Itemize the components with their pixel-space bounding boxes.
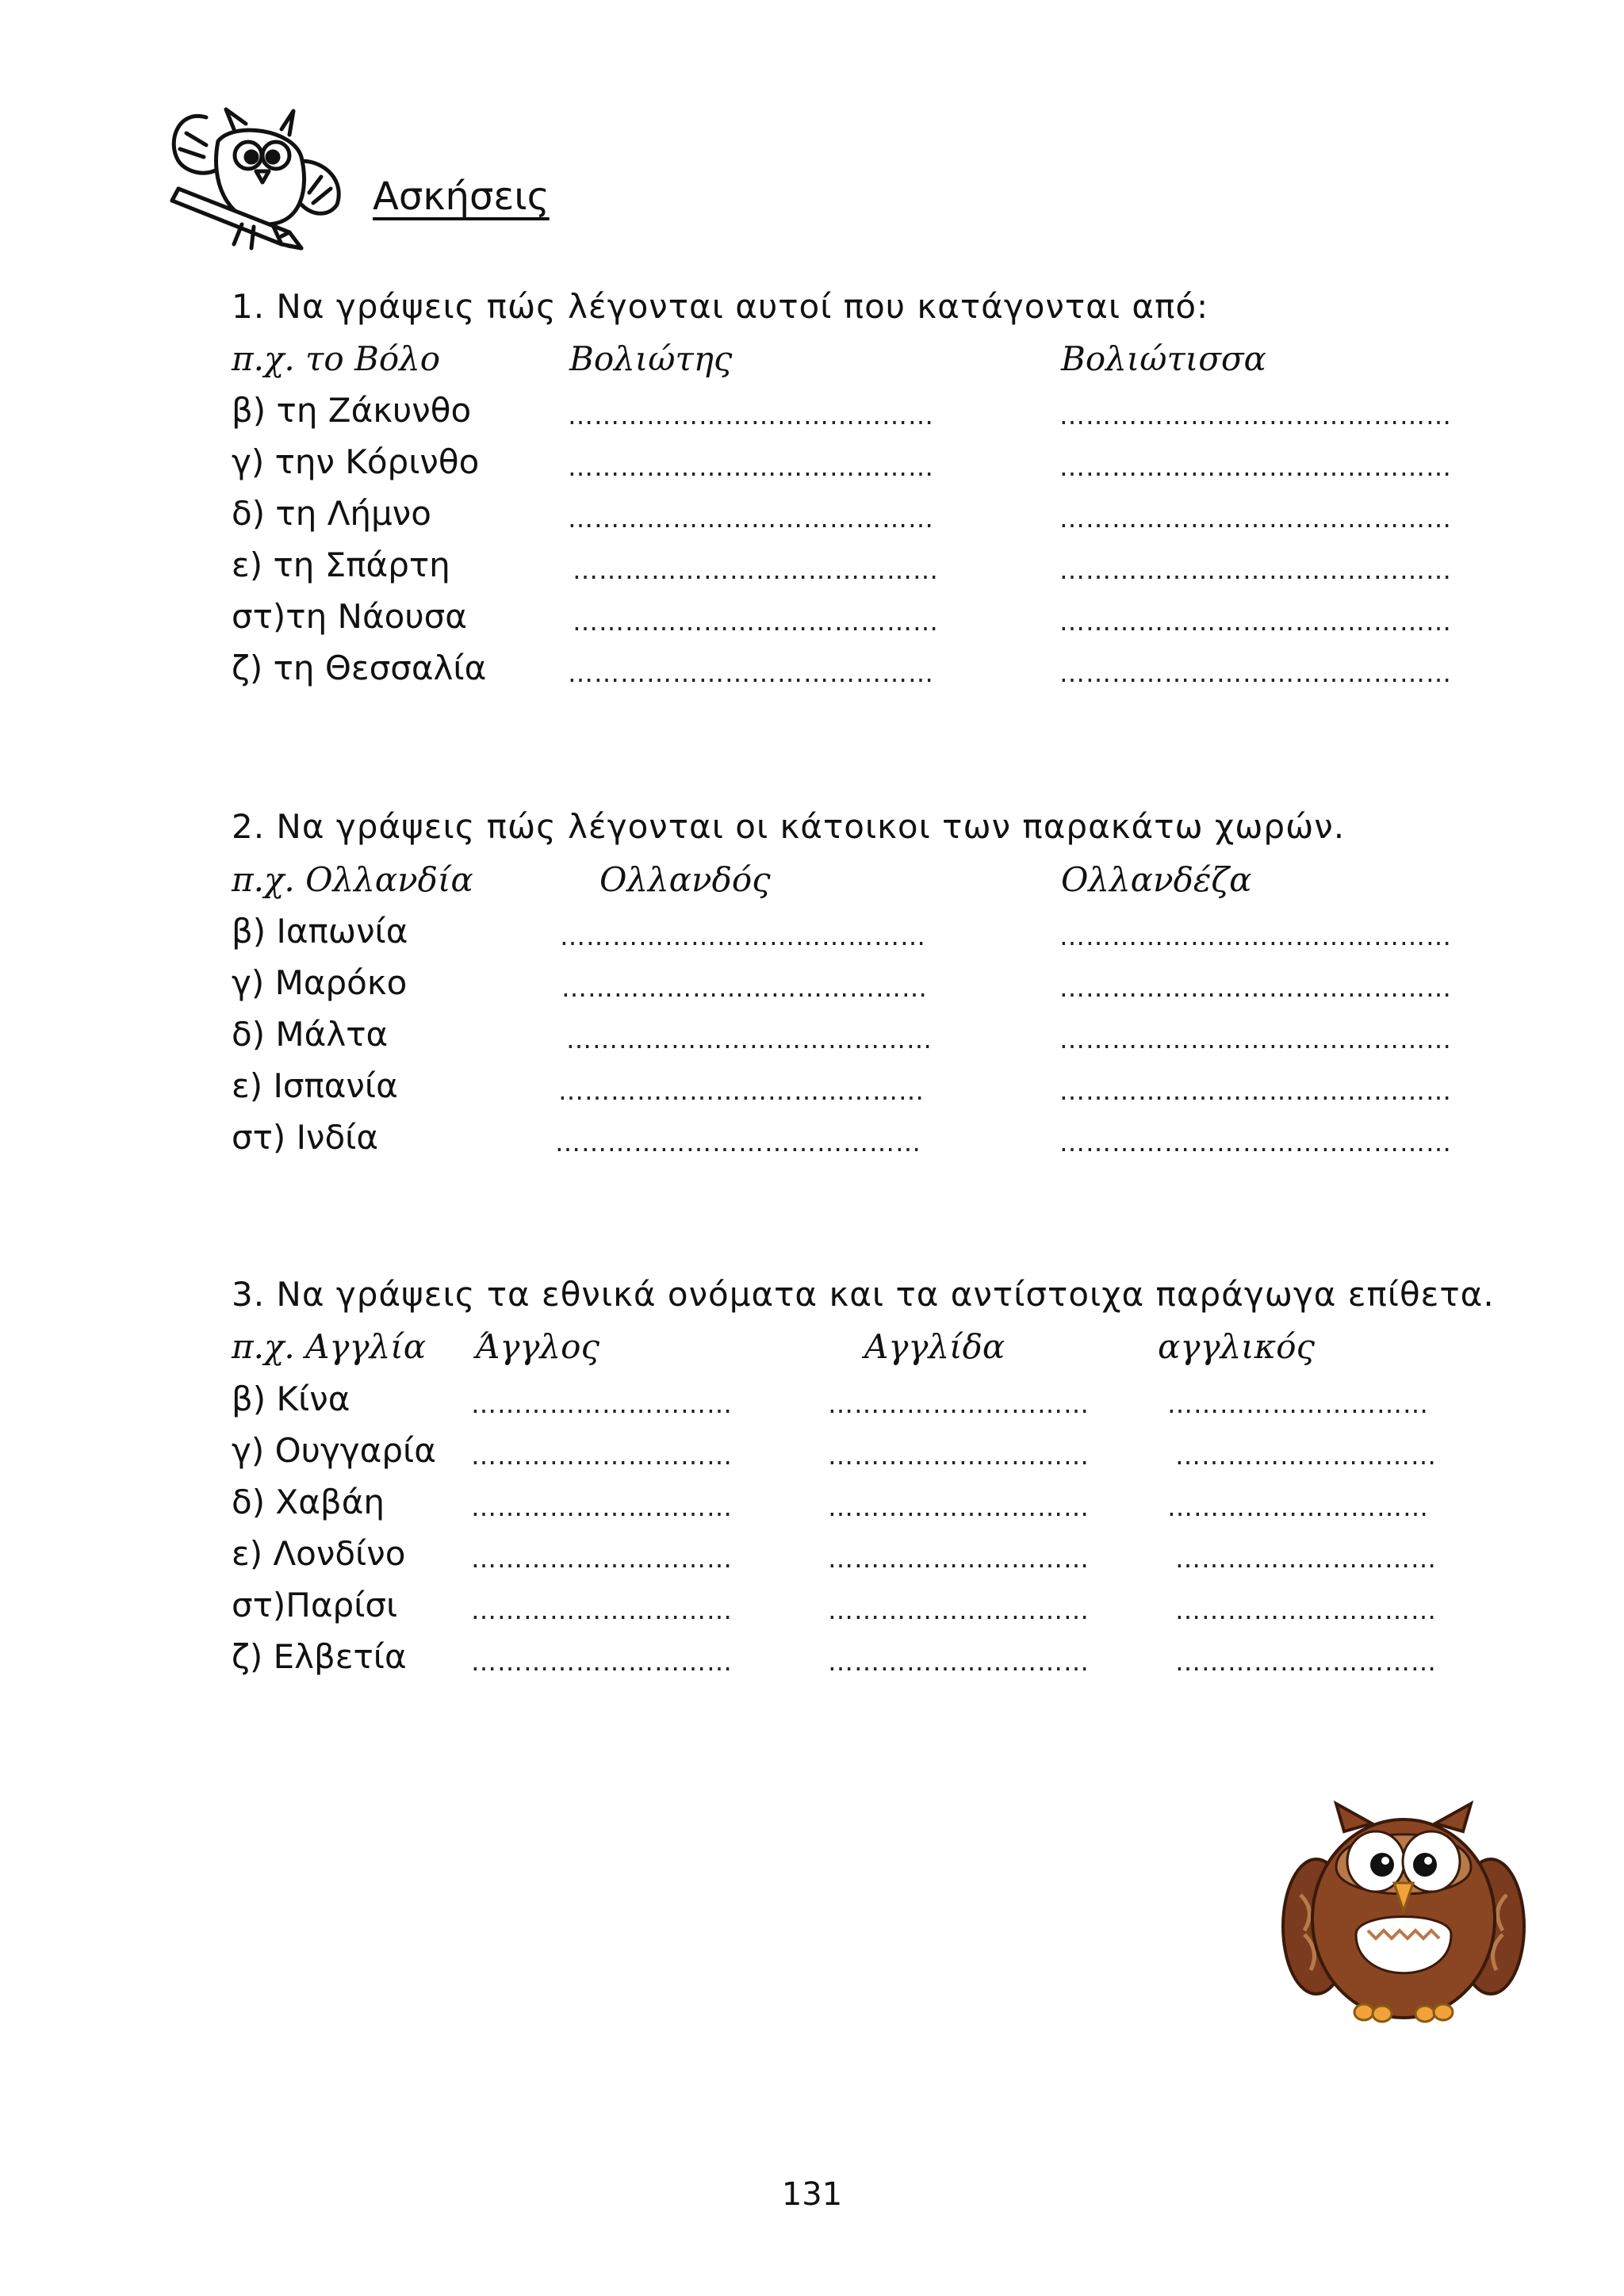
exercise-1-blank-male: …………………………………… [573,607,939,637]
page-number: 131 [781,2176,843,2213]
exercise-1-item: στ)τη Νάουσα [232,597,467,636]
exercise-2-blank-female: ……………………………………… [1059,1076,1452,1106]
exercise-3-blank-female: ………………………… [828,1647,1090,1677]
exercise-3-blank-female: ………………………… [828,1595,1090,1625]
exercise-3-blank-female: ………………………… [828,1441,1090,1471]
exercise-1-example-male: Βολιώτης [569,339,733,378]
exercise-3-example-label: π.χ. Αγγλία [232,1327,427,1366]
exercise-1-item: β) τη Ζάκυνθο [232,391,472,430]
exercise-1-item: γ) την Κόρινθο [232,442,480,481]
exercise-1-heading: 1. Να γράψεις πώς λέγονται αυτοί που κατάγονται από: [232,287,1209,326]
exercise-1-blank-male: …………………………………… [568,400,934,430]
exercise-1-item: ε) τη Σπάρτη [232,545,450,584]
exercise-1-blank-female: ……………………………………… [1059,607,1452,637]
exercise-1-blank-female: ……………………………………… [1059,555,1452,585]
exercise-2-item: ε) Ισπανία [232,1066,398,1105]
exercise-1-blank-male: …………………………………… [568,658,934,688]
exercise-2-heading: 2. Να γράψεις πώς λέγονται οι κάτοικοι των παρακάτω χωρών. [232,807,1346,846]
exercise-1-item: δ) τη Λήμνο [232,494,431,533]
exercise-2-item: δ) Μάλτα [232,1015,389,1054]
exercise-2-blank-female: ……………………………………… [1059,1024,1452,1054]
exercise-3-blank-male: ………………………… [471,1441,733,1471]
exercise-3-heading: 3. Να γράψεις τα εθνικά ονόματα και τα αντίστοιχα παράγωγα επίθετα. [232,1275,1495,1314]
exercise-3-blank-male: ………………………… [471,1492,733,1522]
exercise-3-blank-male: ………………………… [471,1647,733,1677]
exercise-3-blank-adjective: ………………………… [1175,1441,1437,1471]
exercise-3-blank-adjective: ………………………… [1167,1389,1429,1419]
exercise-3-blank-adjective: ………………………… [1167,1492,1429,1522]
exercise-3-blank-female: ………………………… [828,1389,1090,1419]
exercise-3-example-adjective: αγγλικός [1158,1327,1316,1366]
exercise-3-blank-adjective: ………………………… [1175,1544,1437,1574]
exercise-3-item: γ) Ουγγαρία [232,1431,436,1470]
exercise-2-blank-female: ……………………………………… [1059,973,1452,1003]
exercise-3-item: δ) Χαβάη [232,1483,385,1521]
exercise-3-blank-adjective: ………………………… [1175,1647,1437,1677]
exercise-2-blank-male: …………………………………… [566,1024,933,1054]
exercise-3-blank-male: ………………………… [471,1389,733,1419]
exercise-2-example-female: Ολλανδέζα [1061,860,1252,899]
exercise-1-blank-male: …………………………………… [568,452,934,482]
exercise-2-item: β) Ιαπωνία [232,912,408,951]
exercise-1-blank-male: …………………………………… [573,555,939,585]
exercise-1-item: ζ) τη Θεσσαλία [232,649,487,687]
exercise-3-example-female: Αγγλίδα [864,1327,1005,1366]
exercise-1-blank-female: ……………………………………… [1059,658,1452,688]
brown-owl-icon [1281,1792,1526,2030]
exercise-3-blank-adjective: ………………………… [1175,1595,1437,1625]
exercise-3-example-male: Άγγλος [476,1327,599,1366]
exercise-2-item: γ) Μαρόκο [232,963,408,1002]
exercise-1-blank-female: ……………………………………… [1059,503,1452,534]
exercise-3-item: στ)Παρίσι [232,1586,398,1624]
exercise-3-item: ε) Λονδίνο [232,1534,406,1573]
exercise-1-blank-male: …………………………………… [568,503,934,534]
exercise-2-example-male: Ολλανδός [599,860,771,899]
exercise-2-blank-female: ……………………………………… [1059,921,1452,951]
exercise-1-blank-female: ……………………………………… [1059,452,1452,482]
exercise-2-blank-male: …………………………………… [560,921,926,951]
exercise-2-blank-female: ……………………………………… [1059,1127,1452,1158]
exercise-3-blank-male: ………………………… [471,1544,733,1574]
exercise-2-blank-male: …………………………………… [561,973,928,1003]
exercise-3-item: ζ) Ελβετία [232,1637,407,1676]
exercise-1-example-female: Βολιώτισσα [1061,339,1266,378]
exercise-1-blank-female: ……………………………………… [1059,400,1452,430]
exercise-2-blank-male: …………………………………… [558,1076,925,1106]
page-title: Ασκήσεις [373,174,550,219]
exercise-3-blank-female: ………………………… [828,1544,1090,1574]
exercise-1-example-label: π.χ. το Βόλο [232,339,441,378]
owl-with-pencil-icon [163,86,353,268]
exercise-3-blank-female: ………………………… [828,1492,1090,1522]
exercise-3-blank-male: ………………………… [471,1595,733,1625]
exercise-2-example-label: π.χ. Ολλανδία [232,860,473,899]
exercise-2-item: στ) Ινδία [232,1118,379,1157]
exercise-2-blank-male: …………………………………… [555,1127,921,1158]
exercise-3-item: β) Κίνα [232,1380,350,1418]
